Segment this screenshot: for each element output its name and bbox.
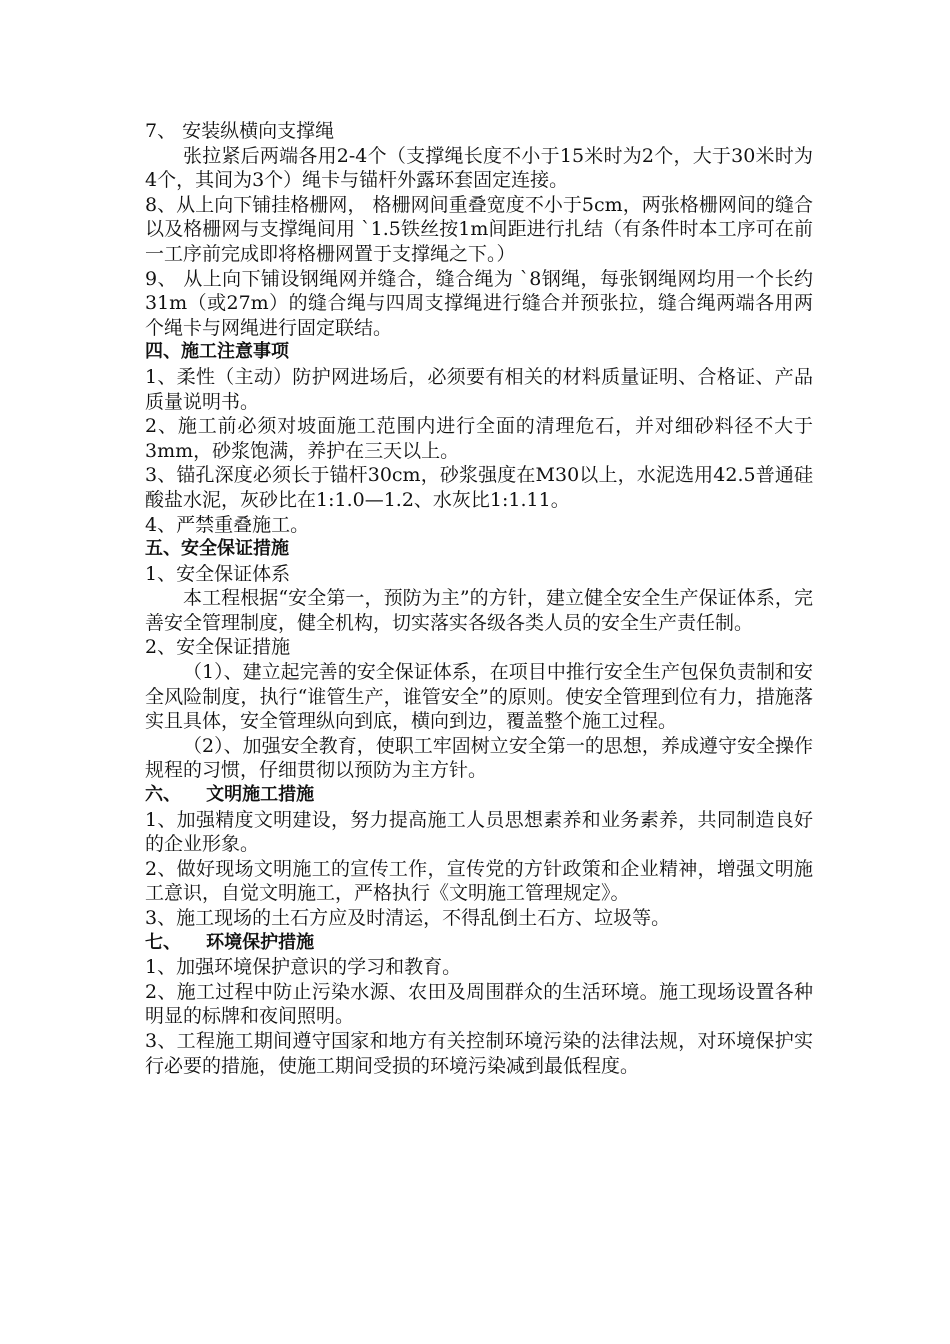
section-4-item-2: 2、施工前必须对坡面施工范围内进行全面的清理危石，并对细砂料径不大于3mm，砂浆饱满，养护在三天以上。: [145, 415, 813, 462]
section-7-item-2: 2、施工过程中防止污染水源、农田及周围群众的生活环境。施工现场设置各种明显的标牌和夜间照明。: [145, 980, 813, 1028]
section-5-sub-1: 1、安全保证体系: [145, 562, 291, 585]
section-4-item-1: 1、柔性（主动）防护网进场后，必须要有相关的材料质量证明、合格证、产品质量说明书。: [145, 365, 813, 413]
section-7-item-3: 3、工程施工期间遵守国家和地方有关控制环境污染的法律法规，对环境保护实行必要的措施，使施工期间受损的环境污染减到最低程度。: [145, 1029, 813, 1077]
section-4-heading: 四、施工注意事项: [145, 341, 289, 363]
section-5-sub-1-body: 本工程根据“安全第一，预防为主”的方针，建立健全安全生产保证体系，完善安全管理制度，健全机构，切实落实各级各类人员的安全生产责任制。: [145, 587, 813, 634]
section-5-sub-2-item-1: （1）、建立起完善的安全保证体系，在项目中推行安全生产包保负责制和安全风险制度，执行“谁管生产，谁管安全”的原则。使安全管理到位有力，措施落实且具体，安全管理纵向到底，横向到边，覆盖整个施工过程。: [145, 661, 813, 733]
step-7-body: 张拉紧后两端各用2-4个（支撑绳长度不小于15米时为2个，大于30米时为4个，其间为3个）绳卡与锚杆外露环套固定连接。: [145, 144, 813, 192]
section-7-heading: 七、 环境保护措施: [145, 931, 315, 953]
section-6-item-1: 1、加强精度文明建设，努力提高施工人员思想素养和业务素养，共同制造良好的企业形象。: [145, 808, 813, 856]
step-9-paragraph: 9、 从上向下铺设钢绳网并缝合，缝合绳为 `8钢绳，每张钢绳网均用一个长约31m（或27m）的缝合绳与四周支撑绳进行缝合并预张拉，缝合绳两端各用两个绳卡与网绳进行固定联结。: [145, 267, 813, 339]
section-7-item-1: 1、加强环境保护意识的学习和教育。: [145, 956, 462, 979]
document-page: [145, 119, 813, 1078]
section-5-sub-2: 2、安全保证措施: [145, 636, 291, 659]
section-5-sub-2-item-2: （2）、加强安全教育，使职工牢固树立安全第一的思想，养成遵守安全操作规程的习惯，仔细贯彻以预防为主方针。: [145, 734, 813, 782]
section-6-heading: 六、 文明施工措施: [145, 784, 315, 806]
step-8-paragraph: 8、从上向下铺挂格栅网， 格栅网间重叠宽度不小于5cm，两张格栅网间的缝合以及格栅网与支撑绳间用 `1.5铁丝按1m间距进行扎结（有条件时本工序可在前一工序前完成即将格栅网置于支撑绳之下。）: [145, 193, 813, 265]
section-4-item-4: 4、严禁重叠施工。: [145, 513, 310, 536]
section-5-heading: 五、安全保证措施: [145, 538, 289, 560]
step-7-title: 7、 安装纵横向支撑绳: [145, 120, 335, 142]
section-4-item-3: 3、锚孔深度必须长于锚杆30cm，砂浆强度在M30以上，水泥选用42.5普通硅酸盐水泥，灰砂比在1:1.0—1.2、水灰比1:1.11。: [145, 464, 813, 511]
section-6-item-2: 2、做好现场文明施工的宣传工作，宣传党的方针政策和企业精神，增强文明施工意识，自觉文明施工，严格执行《文明施工管理规定》。: [145, 857, 813, 905]
section-6-item-3: 3、施工现场的土石方应及时清运，不得乱倒土石方、垃圾等。: [145, 907, 671, 929]
